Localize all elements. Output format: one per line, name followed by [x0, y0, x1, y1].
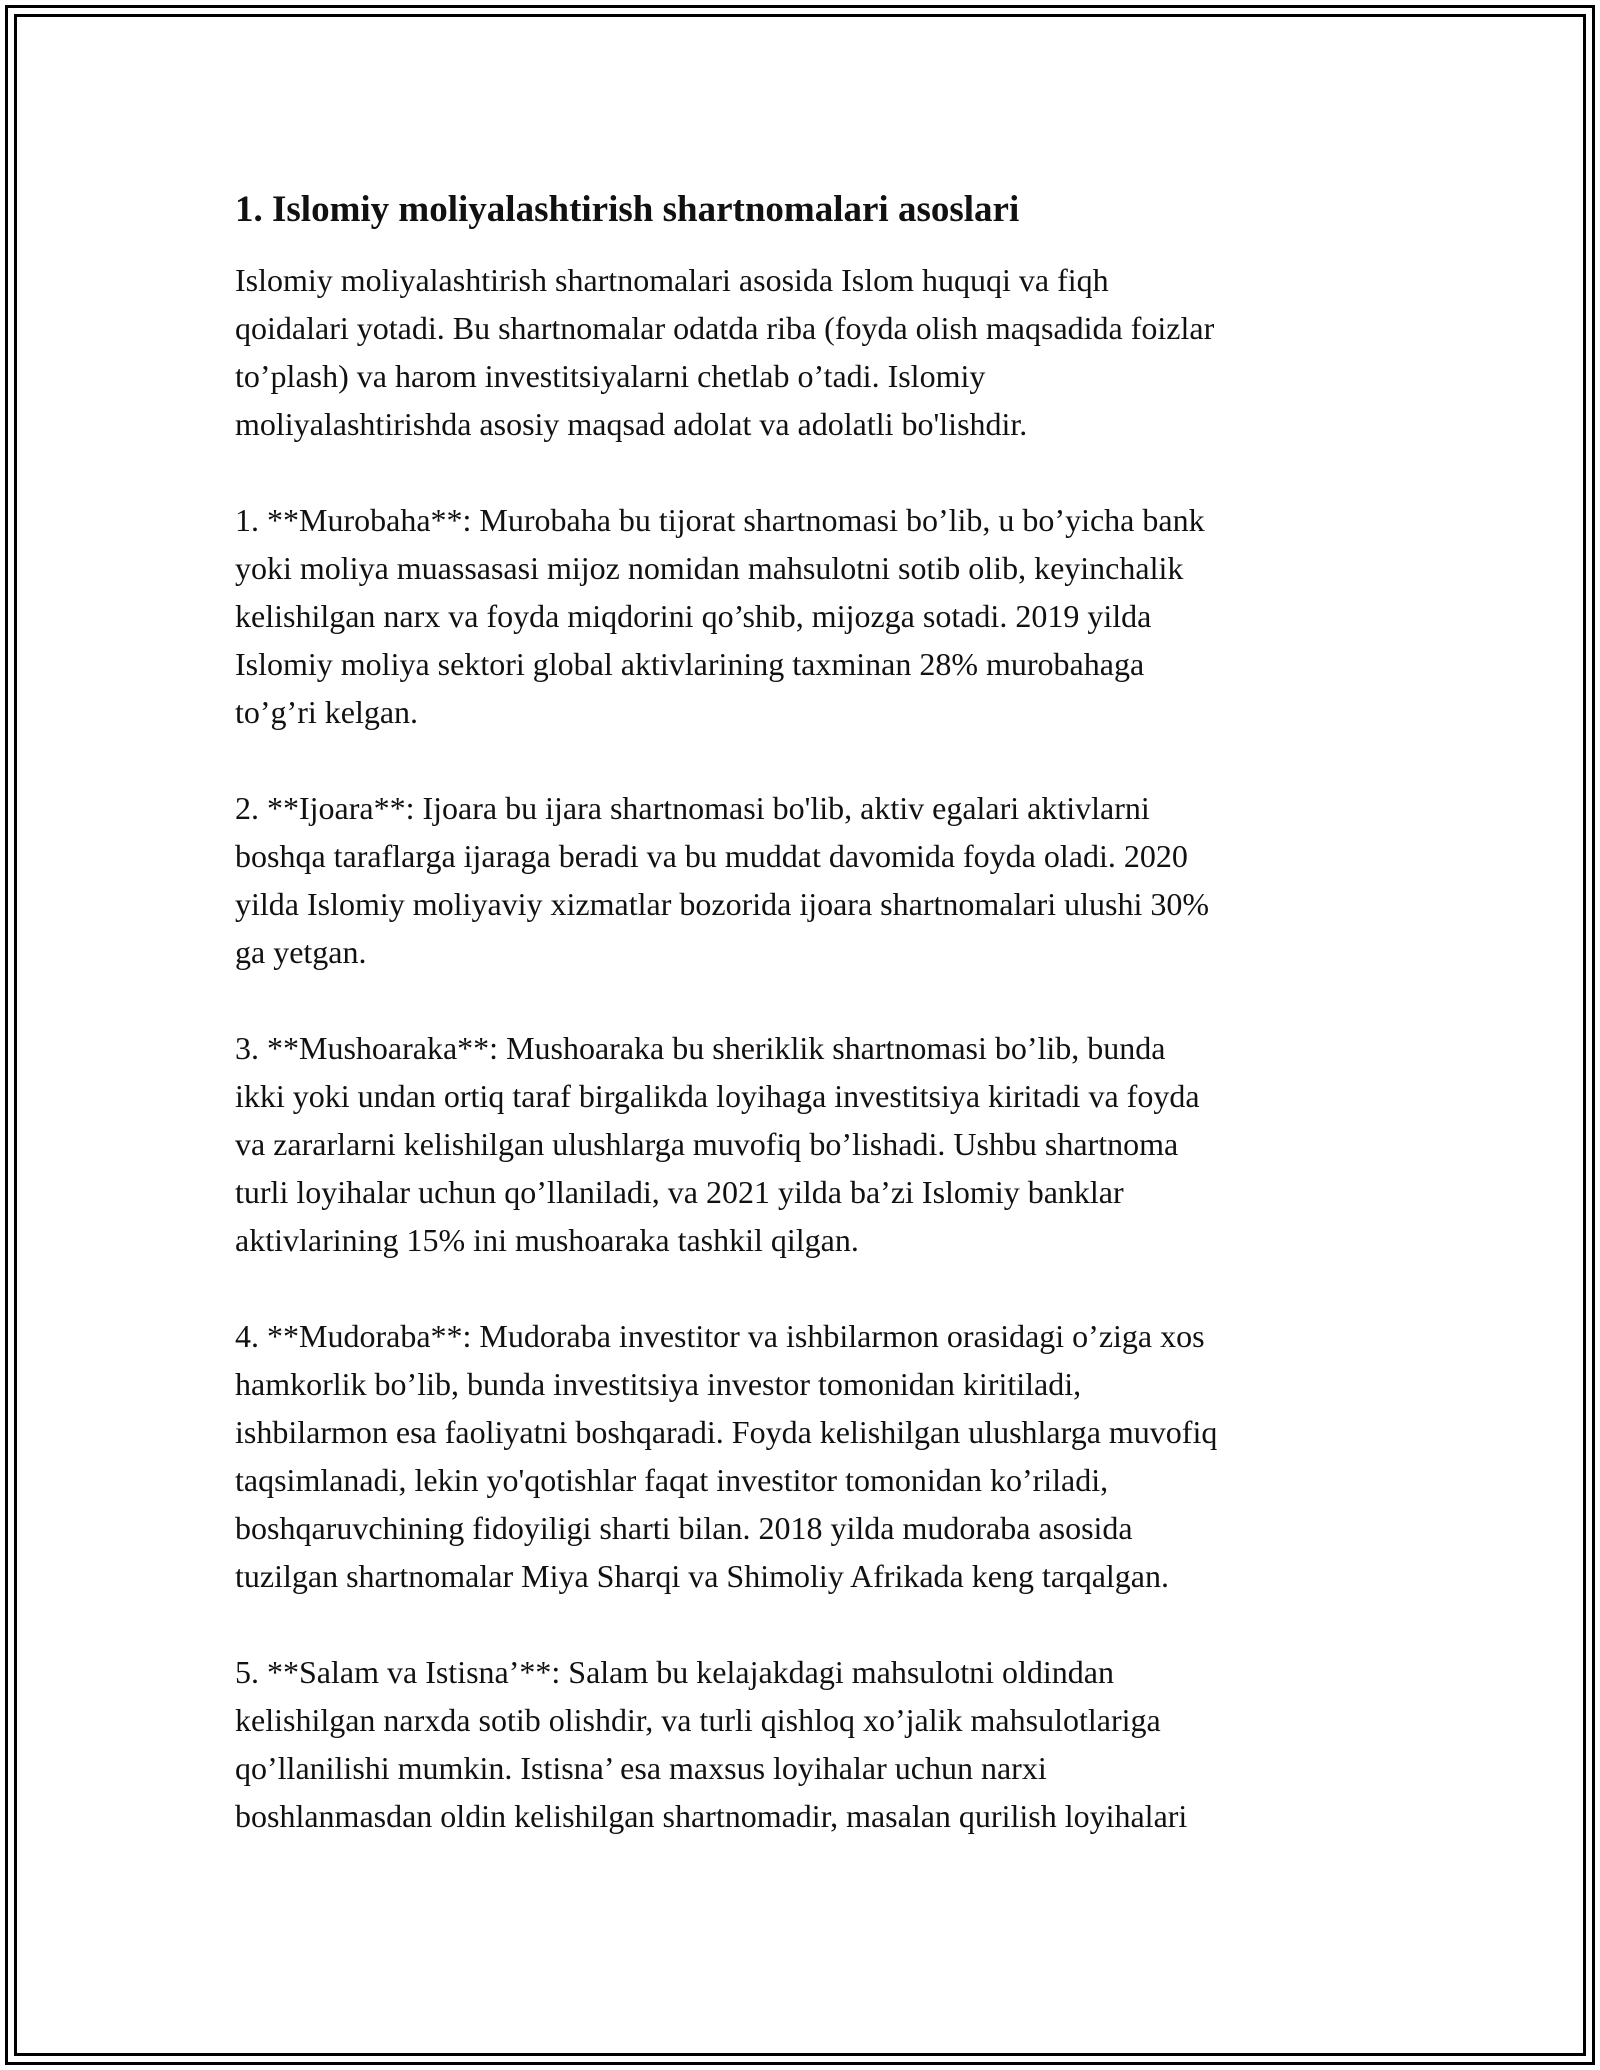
section-heading: 1. Islomiy moliyalashtirish shartnomalari asoslari [235, 189, 1020, 230]
mudoraba-paragraph: 4. **Mudoraba**: Mudoraba investitor va ishbilarmon orasidagi o’ziga xos hamkorlik bo’lib, bunda investitsiya investor tomonidan kiritiladi, ishbilarmon esa faoliyatni boshqaradi. Foyda kelishilgan ulushlarga muvofiq taqsimlanadi, lekin yo'qotishlar faqat investitor tomonidan ko’riladi, boshqaruvchining fidoyiligi sharti bilan. 2018 yilda mudoraba asosida tuzilgan shartnomalar Miya Sharqi va Shimoliy Afrikada keng tarqalgan. [235, 1318, 1218, 1595]
ijoara-paragraph: 2. **Ijoara**: Ijoara bu ijara shartnomasi bo'lib, aktiv egalari aktivlarni boshqa taraflarga ijaraga beradi va bu muddat davomida foyda oladi. 2020 yilda Islomiy moliyaviy xizmatlar bozorida ijoara shartnomalari ulushi 30% ga yetgan. [235, 790, 1209, 971]
salam-istisna-paragraph: 5. **Salam va Istisna’**: Salam bu kelajakdagi mahsulotni oldindan kelishilgan narxda sotib olishdir, va turli qishloq xo’jalik mahsulotlariga qo’llanilishi mumkin. Istisna’ esa maxsus loyihalar uchun narxi boshlanmasdan oldin kelishilgan shartnomadir, masalan qurilish loyihalari [235, 1654, 1188, 1835]
murobaha-paragraph: 1. **Murobaha**: Murobaha bu tijorat shartnomasi bo’lib, u bo’yicha bank yoki moliya muassasasi mijoz nomidan mahsulotni sotib olib, keyinchalik kelishilgan narx va foyda miqdorini qo’shib, mijozga sotadi. 2019 yilda Islomiy moliya sektori global aktivlarining taxminan 28% murobahaga to’g’ri kelgan. [235, 502, 1205, 731]
mushoaraka-paragraph: 3. **Mushoaraka**: Mushoaraka bu sheriklik shartnomasi bo’lib, bunda ikki yoki undan ortiq taraf birgalikda loyihaga investitsiya kiritadi va foyda va zararlarni kelishilgan ulushlarga muvofiq bo’lishadi. Ushbu shartnoma turli loyihalar uchun qo’llaniladi, va 2021 yilda ba’zi Islomiy banklar aktivlarining 15% ini mushoaraka tashkil qilgan. [235, 1030, 1200, 1259]
intro-paragraph: Islomiy moliyalashtirish shartnomalari asosida Islom huquqi va fiqh qoidalari yotadi. Bu shartnomalar odatda riba (foyda olish maqsadida foizlar to’plash) va harom investitsiyalarni chetlab o’tadi. Islomiy moliyalashtirishda asosiy maqsad adolat va adolatli bo'lishdir. [235, 262, 1215, 443]
document-body [235, 186, 1365, 1888]
